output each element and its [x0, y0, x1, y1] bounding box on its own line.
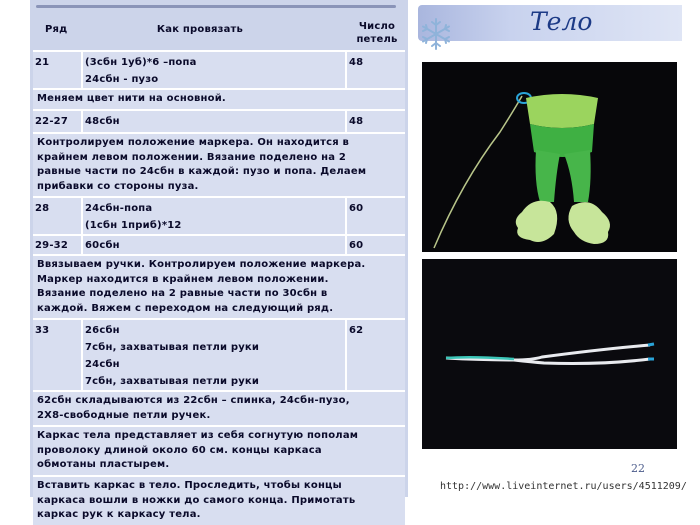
title-banner	[418, 5, 682, 41]
instruction-line: 24сбн	[85, 359, 120, 370]
note-line: крайнем левом положении. Вязание поделено на 2	[37, 151, 346, 163]
page-number: 22	[631, 462, 645, 475]
body-legs-photo	[422, 62, 677, 252]
row-number: 22-27	[35, 116, 68, 127]
table-row	[33, 52, 405, 90]
header-count-col	[349, 20, 405, 46]
row-instructions	[85, 54, 343, 88]
note-text: Меняем цвет нити на основной.	[37, 93, 226, 104]
pattern-table	[33, 16, 405, 525]
table-header	[33, 16, 405, 52]
note-line: Ввязываем ручки. Контролируем положение маркера.	[37, 259, 366, 270]
illustration-panel	[418, 0, 688, 497]
note-line: 62сбн складываются из 22сбн – спинка, 24сбн-пузо,	[37, 395, 350, 406]
table-row	[33, 198, 405, 236]
note-row	[33, 90, 405, 111]
page-title: Тело	[530, 7, 593, 36]
note-line: прибавки со стороны пуза.	[37, 180, 199, 192]
stitch-count: 60	[349, 240, 364, 251]
note-line: 2Х8-свободные петли ручек.	[37, 409, 211, 421]
note-line: Вставить каркас в тело. Проследить, чтобы концы	[37, 480, 342, 491]
note-line: каждой. Вяжем с переходом на следующий ряд.	[37, 302, 334, 314]
instruction-line: 24сбн-попа	[85, 203, 153, 214]
note-line: равные части по 24сбн в каждой: пузо и попа. Делаем	[37, 166, 367, 177]
header-row-col: Ряд	[45, 24, 68, 35]
instruction-line: 7сбн, захватывая петли руки	[85, 376, 260, 387]
note-line: Маркер находится в крайнем левом положении.	[37, 273, 329, 285]
row-instructions	[85, 322, 343, 390]
note-row	[33, 256, 405, 320]
wire-frame-photo	[422, 259, 677, 449]
watermark-url: http://www.liveinternet.ru/users/4511209/	[440, 481, 687, 492]
row-instructions: 48сбн	[85, 116, 120, 127]
row-number: 33	[35, 325, 50, 336]
stitch-count: 60	[349, 203, 364, 214]
note-row	[33, 427, 405, 477]
note-row	[33, 392, 405, 427]
table-row	[33, 111, 405, 134]
note-line: Контролируем положение маркера. Он находится в	[37, 137, 350, 148]
table-row	[33, 320, 405, 392]
snowflake-icon	[418, 16, 454, 52]
stitch-count: 48	[349, 57, 364, 68]
instruction-line: 26сбн	[85, 325, 120, 336]
row-number: 28	[35, 203, 50, 214]
header-count-line2: петель	[356, 34, 398, 45]
instruction-line: 7сбн, захватывая петли руки	[85, 342, 260, 353]
note-line: каркас рук к каркасу тела.	[37, 509, 201, 520]
header-count-line1: Число	[358, 21, 396, 32]
stitch-count: 62	[349, 325, 364, 336]
note-line: Вязание поделено на 2 равные части по 30сбн в	[37, 288, 328, 299]
note-line: обмотаны пластырем.	[37, 459, 170, 470]
row-number: 21	[35, 57, 50, 68]
header-how-col: Как провязать	[156, 24, 244, 35]
instruction-line: (1сбн 1приб)*12	[85, 220, 182, 231]
row-number: 29-32	[35, 240, 68, 251]
top-divider	[36, 5, 396, 8]
row-instructions	[85, 200, 343, 234]
table-row	[33, 236, 405, 256]
note-line: Каркас тела представляет из себя согнутую пополам	[37, 430, 359, 441]
stitch-count: 48	[349, 116, 364, 127]
row-instructions: 60сбн	[85, 240, 120, 251]
note-row	[33, 477, 405, 525]
instruction-line: (3сбн 1уб)*6 –попа	[85, 57, 197, 68]
instruction-line: 24сбн - пузо	[85, 74, 159, 85]
note-line: проволоку длиной около 60 см. концы каркаса	[37, 444, 322, 456]
note-row	[33, 134, 405, 198]
note-line: каркаса вошли в ножки до самого конца. Примотать	[37, 494, 356, 506]
